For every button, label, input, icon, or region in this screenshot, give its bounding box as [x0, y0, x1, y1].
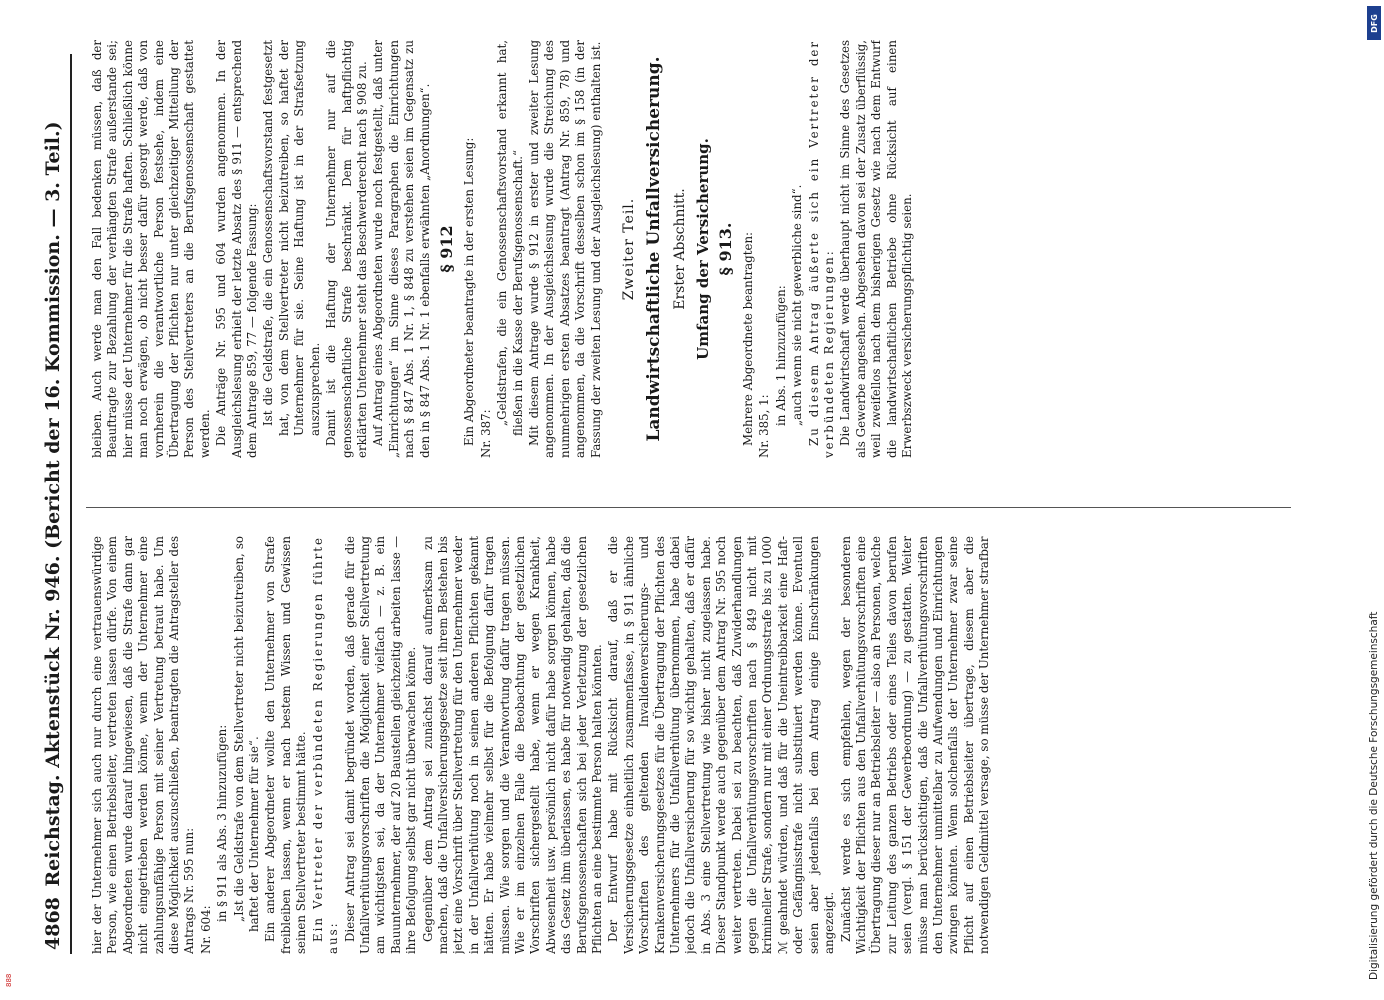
paragraph: Gegenüber dem Antrag sei zunächst darauf aufmerksam zu machen, daß die Unfallversicherungsgesetze seit ihrem Bestehen bis jetzt eine Vorschrift über Stellvertretung für den Unternehmer weder in der Unfallverhütung noch in seinen anderen Pflichten gekannt hätten. Er habe vielmehr selbst für die Befolgung dafür tragen müssen. Wie sorgen und die Verantwortung dafür tragen müssen. Wie er im einzelnen Falle die Beobachtung der gesetzlichen Vorschriften sichergestellt habe, wenn er wegen Krankheit, Abwesenheit usw. persönlich nicht dafür habe sorgen können, habe das Gesetz ihm überlassen, es habe für notwendig gehalten, daß die Berufsgenossenschaften sich bei jeder Verletzung der gesetzlichen Pflichten an eine bestimmte Person halten könnten.: [420, 536, 604, 954]
digitization-credit: [1365, 20, 1383, 980]
paragraph: Auf Antrag eines Abgeordneten wurde noch festgestellt, daß unter „Einrichtungen“ im Sinne dieses Paragraphen die Einrichtungen nach § 847 Abs. 1 Nr. 1, § 848 zu verstehen seien im Gegensatz zu den in § 847 Abs. 1 Nr. 1 ebenfalls erwähnten „Anordnungen“.: [371, 40, 432, 458]
left-column: [90, 536, 1290, 954]
paragraph: Mit diesem Antrage wurde § 912 in erster und zweiter Lesung angenommen. In der Ausgleichslesung wurde die Streichung des nunmehrigen ersten Absatzes beantragt (Antrag Nr. 859, 78) und angenommen, da die Vorschrift desselben schon im § 158 (in der Fassung der zweiten Lesung und der Ausgleichslesung) enthalten ist.: [526, 40, 603, 458]
paragraph: Dieser Antrag sei damit begründet worden, daß gerade für die Unfallverhütungsvorschriften die Möglichkeit einer Stellvertretung am wichtigsten sei, da der Unternehmer vielfach — z. B. ein Bauunternehmer, der auf 20 Baustellen gleichzeitig arbeiten lasse — ihre Befolgung selbst gar nicht überwachen könne.: [342, 536, 419, 954]
scan-mark: 888: [5, 973, 13, 987]
motion-number: Nr. 387:: [478, 409, 493, 458]
paragraph: Mehrere Abgeordnete beantragten:: [741, 231, 756, 446]
paragraph: bleiben. Auch werde man den Fall bedenken müssen, daß der Beauftragte zur Bezahlung der verhängten Strafe außerstande sei; hier müsse der Unternehmer für die Strafe haften. Schließlich könne man noch erwägen, ob nicht besser dafür gesorgt werde, daß von vornherein die verantwortliche Person festsehe, indem eine Übertragung der Pflichten nur unter gleichzeitiger Mitteilung der Person des Stellvertreters an die Berufsgenossenschaft gestattet werden.: [90, 40, 212, 458]
quoted-text: Ist die Geldstrafe, die ein Genossenschaftsvorstand festgesetzt hat, von dem Stellvertreter nicht beizutreiben, so haftet der Unternehmer für sie. Seine Haftung ist in der Strafsetzung auszusprechen.: [261, 40, 322, 436]
section-heading: § 912: [436, 225, 456, 273]
title-heading: Landwirtschaftliche Unfallversicherung.: [644, 56, 665, 442]
column-divider: [86, 507, 1291, 508]
paragraph: Zunächst werde es sich empfehlen, wegen der besonderen Wichtigkeit der Pflichten aus den Unfallverhütungsvorschriften eine Übertragung dieser nur an Betriebsleiter — also an Personen, welche zur Leitung des ganzen Betriebs oder eines Teiles davon berufen seien (vergl. § 151 der Gewerbeordnung) — zu gestatten. Weiter müsse man berücksichtigen, daß die Unfallverhütungsvorschriften den Unternehmer unmittelbar zu Aufwendungen und Einrichtungen zwingen könnten. Wenn solchenfalls der Unternehmer zwar seine Pflicht auf einen Betriebsleiter übertrage, diesem aber die notwendigen Geldmittel versage, so müsse der Unternehmer strafbar: [838, 536, 992, 954]
motion-number: Nr. 385, 1:: [757, 394, 772, 458]
section-heading: § 913.: [715, 222, 735, 276]
paragraph: Ein anderer Abgeordneter wollte den Unternehmer von Strafe freibleiben lassen, wenn er nach bestem Wissen und Gewissen seinen Stellvertreter bestimmt hätte.: [263, 536, 309, 954]
quoted-text: „auch wenn sie nicht gewerbliche sind“.: [790, 184, 805, 426]
chapter-title: Umfang der Versicherung.: [694, 138, 713, 360]
paragraph: hier der Unternehmer sich auch nur durch eine vertrauenswürdige Person, wie einen Betriebsleiter, vertreten lassen dürfe. Von einem Abgeordneten wurde darauf hingewiesen, daß die Strafe dann gar nicht eingetrieben werden könne, wenn der Unternehmer eine zahlungsunfähige Person mit seiner Vertretung betraut habe. Um diese Möglichkeit auszuschließen, beantragten die Antragsteller des Antrags Nr. 595 nun:: [90, 536, 197, 954]
paragraph: Damit ist die Haftung der Unternehmer nur auf die genossenschaftliche Strafe beschränkt. Dem für haftpflichtig erklärten Unternehmer steht das Beschwerderecht nach § 908 zu.: [324, 40, 369, 458]
dfg-logo: DFG: [1367, 6, 1381, 40]
chapter-heading: Erster Abschnitt.: [671, 188, 688, 310]
part-heading: Zweiter Teil.: [621, 197, 637, 301]
paragraph: Der Entwurf habe mit Rücksicht darauf, daß er die Versicherungsgesetze einheitlich zusammenfasse, in § 911 ähnliche Vorschriften des geltenden Invalidenversicherungs- und Krankenversicherungsgesetzes für die Übertragung der Pflichten des Unternehmers für die Unfallverhütung übernommen, habe dabei jedoch die Unfallversicherung für so wichtig gehalten, daß er dafür in Abs. 3 eine Stellvertretung wie bisher nicht zugelassen habe. Dieser Standpunkt werde auch gegenüber dem Antrag Nr. 595 noch weiter vertreten. Dabei sei zu beachten, daß Zuwiderhandlungen gegen die Unfallverhütungsvorschriften nach § 849 nicht mit krimineller Strafe, sondern nur mit einer Ordnungsstrafe bis zu 1000 ℳ geahndet würden, und daß für die Uneintreibbarkeit eine Haft- oder Gefängnisstrafe nicht substituiert werden könne. Eventuell seien aber jedenfalls bei dem Antrag einige Einschränkungen angezeigt.: [606, 536, 837, 954]
motion-text: in Abs. 1 hinzuzufügen:: [773, 285, 788, 426]
paragraph: Ein Abgeordneter beantragte in der ersten Lesung:: [462, 137, 477, 446]
running-title: Reichstag. Aktenstück Nr. 946. (Bericht der 16. Kommission. — 3. Teil.): [42, 121, 64, 887]
paragraph: Ein Vertreter der verbündeten Regierungen führte aus:: [310, 536, 341, 954]
right-column: [90, 40, 1290, 458]
credit-text: Digitalisierung gefördert durch die Deutsche Forschungsgemeinschaft: [1368, 611, 1380, 980]
paragraph: Die Anträge Nr. 595 und 604 wurden angenommen. In der Ausgleichslesung erhielt der letzte Absatz des § 911 — entsprechend dem Antrage 859, 77 — folgende Fassung:: [214, 40, 260, 458]
page-number: 4868: [42, 897, 64, 950]
motion-text: in § 911 als Abs. 3 hinzuzufügen:: [215, 724, 230, 922]
motion-number: Nr. 604:: [198, 905, 213, 954]
quoted-text: „Ist die Geldstrafe von dem Stellvertreter nicht beizutreiben, so haftet der Unternehmer für sie“.: [231, 536, 262, 932]
paragraph: Die Landwirtschaft werde überhaupt nicht im Sinne des Gesetzes als Gewerbe angesehen. Abgesehen davon sei der Zusatz überflüssig, weil zweifellos nach dem bisherigen Gesetz wie nach dem Entwurf die landwirtschaftlichen Betriebe ohne Rücksicht auf einen Erwerbszweck versicherungspflichtig seien.: [838, 40, 915, 458]
quoted-text: „Geldstrafen, die ein Genossenschaftsvorstand erkannt hat, fließen in die Kasse der Berufsgenossenschaft.“: [495, 40, 525, 436]
paragraph: Zu diesem Antrag äußerte sich ein Vertreter der verbündeten Regierungen:: [806, 40, 837, 458]
page-header: [30, 54, 72, 954]
